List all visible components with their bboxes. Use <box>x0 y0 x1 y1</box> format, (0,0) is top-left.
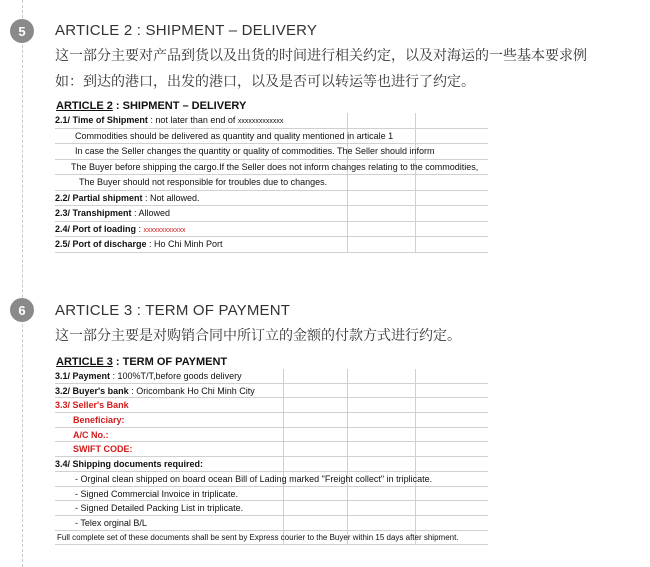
article-2-title: ARTICLE 2 : SHIPMENT – DELIVERY <box>55 22 318 39</box>
step-badge-5: 5 <box>10 19 34 43</box>
table-row: - Signed Detailed Packing List in triplicate. <box>55 501 488 516</box>
row-value: : 100%T/T,before goods delivery <box>110 371 242 381</box>
row-label: 3.4/ Shipping documents required: <box>55 459 204 470</box>
article-3-title: ARTICLE 3 : TERM OF PAYMENT <box>55 302 291 319</box>
doc-heading-label: ARTICLE 2 <box>56 100 113 112</box>
table-row: - Signed Commercial Invoice in triplicate. <box>55 487 488 502</box>
article-2-desc-line-1: 这一部分主要对产品到货以及出货的时间进行相关约定，以及对海运的一些基本要求例 <box>55 47 587 63</box>
article-2-description <box>55 42 635 94</box>
table-row: Full complete set of these documents shall be sent by Express courier to the Buyer within 15 days after shipment. <box>55 531 488 546</box>
row-placeholder: xxxxxxxxxxxxx <box>237 118 284 125</box>
doc-heading-rest: : SHIPMENT – DELIVERY <box>112 100 247 112</box>
table-row <box>55 384 488 399</box>
table-row: The Buyer before shipping the cargo.If the Seller does not inform changes relating to the commodities, <box>55 160 488 176</box>
row-label: 2.1/ Time of Shipment <box>55 115 148 125</box>
table-row: - Telex orginal B/L <box>55 516 488 531</box>
step-badge-6: 6 <box>10 298 34 322</box>
table-row: The Buyer should not responsible for troubles due to changes. <box>55 175 488 191</box>
article-3-desc-line-1: 这一部分主要是对购销合同中所订立的金额的付款方式进行约定。 <box>55 327 461 343</box>
doc-heading <box>55 99 488 113</box>
table-row: - Orginal clean shipped on board ocean Bill of Lading marked "Freight collect" in triplicate. <box>55 472 488 487</box>
doc-heading-rest: : TERM OF PAYMENT <box>112 356 228 368</box>
table-row <box>55 237 488 253</box>
article-2-desc-line-2: 如：到达的港口，出发的港口，以及是否可以转运等也进行了约定。 <box>55 73 475 89</box>
row-value: : Allowed <box>131 208 171 218</box>
row-label: A/C No.: <box>73 429 109 440</box>
table-row <box>55 428 488 443</box>
table-row <box>55 222 488 238</box>
row-value: : <box>136 223 144 234</box>
doc-table <box>55 113 488 253</box>
article-3-document <box>55 355 488 545</box>
table-row <box>55 398 488 413</box>
doc-heading-label: ARTICLE 3 <box>56 356 113 368</box>
row-label: 3.2/ Buyer's bank <box>55 385 129 396</box>
doc-heading <box>55 355 488 369</box>
table-row: In case the Seller changes the quantity or quality of commodities. The Seller should inform <box>55 144 488 160</box>
table-row <box>55 442 488 457</box>
row-placeholder: xxxxxxxxxxxx <box>143 226 186 234</box>
row-label: SWIFT CODE: <box>73 444 133 455</box>
table-row <box>55 191 488 207</box>
row-label: 3.3/ Seller's Bank <box>55 400 129 411</box>
row-label: 2.4/ Port of loading <box>55 223 137 234</box>
row-label: 2.3/ Transhipment <box>55 208 132 218</box>
row-label: Beneficiary: <box>73 415 125 426</box>
article-3-description <box>55 322 635 348</box>
row-value: : Oricombank Ho Chi Minh City <box>128 385 255 396</box>
table-row: Commodities should be delivered as quantity and quality mentioned in articale 1 <box>55 129 488 145</box>
row-label: 3.1/ Payment <box>55 371 111 381</box>
row-value: : not later than end of <box>147 115 238 125</box>
timeline-line <box>22 0 23 567</box>
row-value: : Ho Chi Minh Port <box>146 239 223 249</box>
row-label: 2.2/ Partial shipment <box>55 192 143 203</box>
row-value: : Not allowed. <box>142 192 200 203</box>
table-row <box>55 413 488 428</box>
doc-table <box>55 369 488 545</box>
table-row <box>55 369 488 384</box>
table-row <box>55 206 488 222</box>
article-2-document <box>55 99 488 253</box>
row-label: 2.5/ Port of discharge <box>55 239 147 249</box>
table-row <box>55 113 488 129</box>
table-row <box>55 457 488 472</box>
